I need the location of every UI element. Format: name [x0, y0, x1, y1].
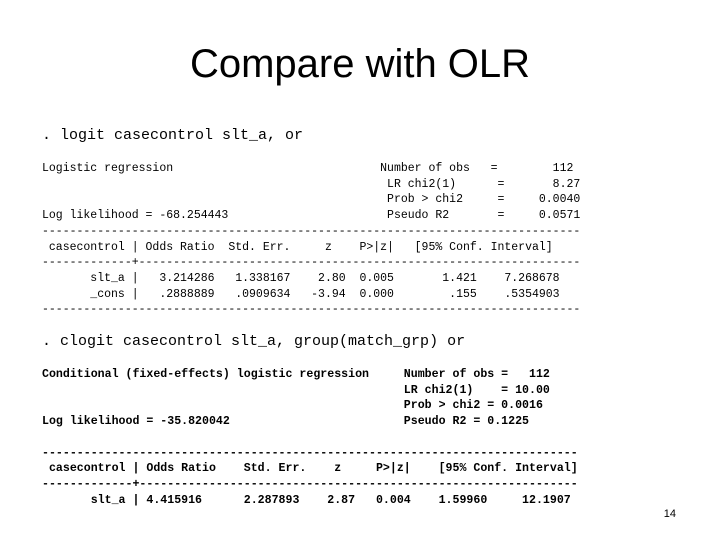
logit-output-line: _cons | .2888889 .0909634 -3.94 0.000 .155 .5354903: [42, 287, 560, 301]
clogit-output-line: Prob > chi2 = 0.0016: [42, 399, 543, 413]
logit-output-line: ------------------------------------------------------------------------------: [42, 303, 581, 317]
logit-output-line: ------------------------------------------------------------------------------: [42, 224, 581, 238]
clogit-output-line: -----------------------------------------------------------------------------: [42, 446, 578, 460]
clogit-output-line: Conditional (fixed-effects) logistic regression Number of obs = 112: [42, 368, 550, 381]
clogit-output: [42, 367, 578, 508]
logit-output-line: LR chi2(1) = 8.27: [42, 177, 581, 191]
clogit-output-line: LR chi2(1) = 10.00: [42, 383, 550, 397]
logit-output: [42, 161, 580, 318]
clogit-output-line: -------------+---------------------------------------------------------------: [42, 477, 578, 491]
clogit-command: . clogit casecontrol slt_a, group(match_grp) or: [42, 333, 466, 350]
clogit-output-line: slt_a | 4.415916 2.287893 2.87 0.004 1.59960 12.1907: [42, 493, 571, 507]
logit-output-line: -------------+----------------------------------------------------------------: [42, 256, 581, 270]
logit-output-line: Log likelihood = -68.254443 Pseudo R2 = 0.0571: [42, 209, 581, 223]
clogit-output-line: [42, 430, 578, 446]
logit-output-line: Prob > chi2 = 0.0040: [42, 193, 581, 207]
logit-command: . logit casecontrol slt_a, or: [42, 127, 304, 144]
logit-output-line: Logistic regression Number of obs = 112: [42, 162, 574, 175]
page-number: 14: [663, 508, 676, 520]
logit-output-line: casecontrol | Odds Ratio Std. Err. z P>|z| [95% Conf. Interval]: [42, 240, 553, 254]
clogit-output-line: Log likelihood = -35.820042 Pseudo R2 = 0.1225: [42, 415, 530, 429]
logit-output-line: slt_a | 3.214286 1.338167 2.80 0.005 1.421 7.268678: [42, 271, 560, 285]
clogit-output-line: casecontrol | Odds Ratio Std. Err. z P>|z| [95% Conf. Interval]: [42, 462, 578, 476]
slide-title: Compare with OLR: [189, 42, 531, 86]
